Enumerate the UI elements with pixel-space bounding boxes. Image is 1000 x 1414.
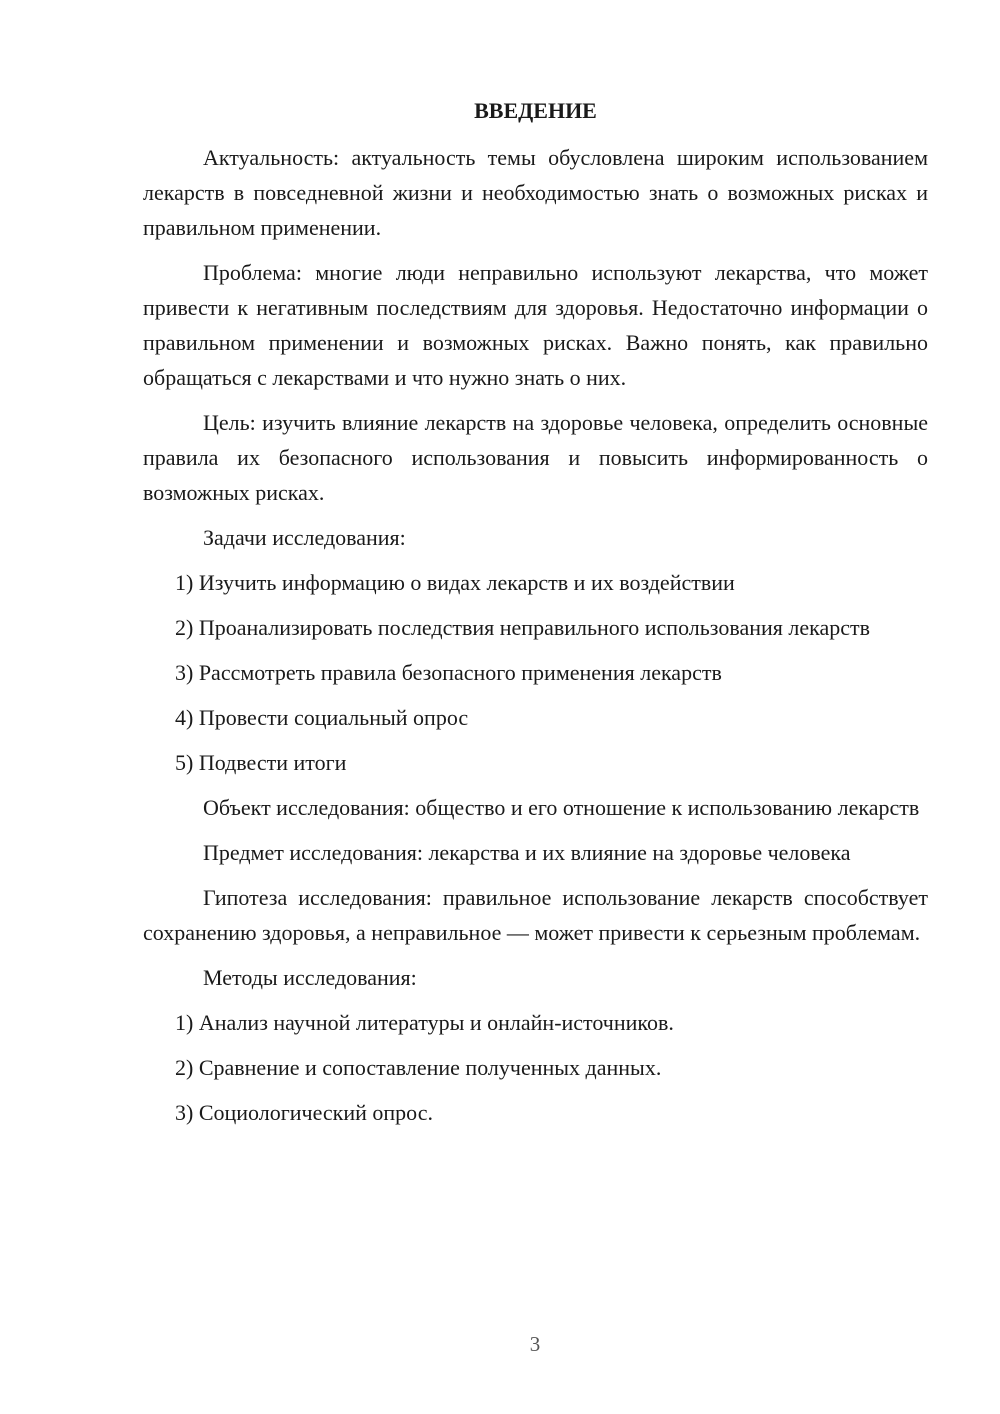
hypothesis-paragraph: Гипотеза исследования: правильное использование лекарств способствует сохранению здоровья, а неправильное — может привести к серьезным проблемам. (143, 885, 928, 945)
method-item: 3) Социологический опрос. (175, 1100, 433, 1125)
subject-paragraph: Предмет исследования: лекарства и их влияние на здоровье человека (203, 840, 851, 865)
task-item: 4) Провести социальный опрос (175, 705, 469, 730)
methods-heading: Методы исследования: (203, 965, 417, 990)
task-item: 5) Подвести итоги (175, 750, 347, 775)
task-item: 1) Изучить информацию о видах лекарств и их воздействии (175, 570, 735, 595)
goal-paragraph: Цель: изучить влияние лекарств на здоровье человека, определить основные правила их безопасного использования и повысить информированность о возможных рисках. (143, 410, 928, 505)
page-number: 3 (529, 1332, 541, 1356)
tasks-heading: Задачи исследования: (203, 525, 406, 550)
section-title: ВВЕДЕНИЕ (474, 98, 597, 123)
task-item: 2) Проанализировать последствия неправильного использования лекарств (175, 615, 871, 640)
method-item: 1) Анализ научной литературы и онлайн-источников. (175, 1010, 674, 1035)
problem-paragraph: Проблема: многие люди неправильно используют лекарства, что может привести к негативным последствиям для здоровья. Недостаточно информации о правильном применении и возможных рисках. Важно понять, как правильно обращаться с лекарствами и что нужно знать о них. (143, 260, 928, 390)
document-page (143, 96, 928, 1140)
task-item: 3) Рассмотреть правила безопасного применения лекарств (175, 660, 722, 685)
method-item: 2) Сравнение и сопоставление полученных данных. (175, 1055, 662, 1080)
actuality-paragraph: Актуальность: актуальность темы обусловлена широким использованием лекарств в повседневной жизни и необходимостью знать о возможных рисках и правильном применении. (143, 145, 928, 240)
object-paragraph: Объект исследования: общество и его отношение к использованию лекарств (203, 795, 920, 820)
